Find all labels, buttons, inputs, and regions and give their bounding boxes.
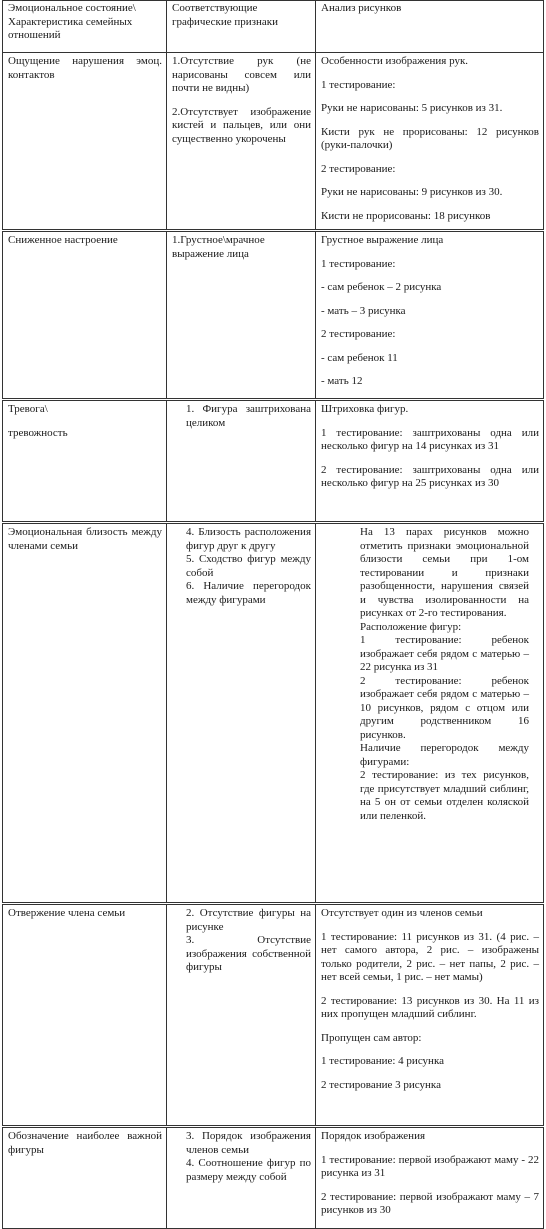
sign-item: 2. Отсутствие фигуры на рисунке [186, 907, 311, 933]
analysis-line: На 13 парах рисунков можно отметить признаки эмоциональной близости семьи при 1-ом тестировании и признаки разобщенности, нарушения связей и чувства изолированности на рисунках от 2-го тестирования. [360, 526, 529, 619]
analysis-line: Грустное выражение лица [321, 234, 444, 246]
state-cell: Отвержение члена семьи [3, 904, 167, 1127]
sign-item: 3. Отсутствие изображения собственной фигуры [186, 934, 311, 973]
analysis-cell [316, 904, 544, 1127]
analysis-line: - сам ребенок 11 [321, 351, 398, 364]
analysis-line: Расположение фигур: [360, 620, 462, 633]
signs-cell [167, 523, 316, 904]
state-line: тревожность [8, 426, 68, 439]
signs-cell [167, 1127, 316, 1229]
header-analysis: Анализ рисунков [316, 1, 544, 53]
analysis-cell [316, 231, 544, 400]
analysis-line: 1 тестирование: 11 рисунков из 31. (4 рис. – нет самого автора, 2 рис. – изображены только родители, 2 рис. – нет папы, 2 рис. – нет всей семьи, 1 рис. – нет мамы) [321, 930, 539, 983]
analysis-line: 1 тестирование: ребенок изображает себя рядом с матерью – 22 рисунка из 31 [360, 634, 529, 673]
table-row [3, 231, 544, 400]
sign-item: 5. Сходство фигур между собой [186, 553, 311, 579]
header-row [3, 1, 544, 53]
analysis-line: 2 тестирование: 13 рисунков из 30. На 11 из них пропущен младший сиблинг. [321, 994, 539, 1020]
header-state: Эмоциональное состояние\ Характеристика семейных отношений [3, 1, 167, 53]
signs-cell [167, 53, 316, 231]
sign-item: 4. Близость расположения фигур друг к другу [186, 526, 311, 552]
table-row [3, 523, 544, 904]
signs-cell [167, 400, 316, 523]
analysis-line: Руки не нарисованы: 5 рисунков из 31. [321, 102, 503, 114]
state-cell: Сниженное настроение [3, 231, 167, 400]
sign-item: 3. Порядок изображения членов семьи [186, 1130, 311, 1156]
analysis-line: 1 тестирование: заштрихованы одна или несколько фигур на 14 рисунках из 31 [321, 426, 539, 452]
state-cell: Ощущение нарушения эмоц. контактов [3, 53, 167, 231]
analysis-cell [316, 523, 544, 904]
analysis-table [2, 0, 544, 1229]
table-row [3, 904, 544, 1127]
analysis-line: 2 тестирование: первой изображают маму – 7 рисунков из 30 [321, 1190, 539, 1216]
sign-item: 1.Отсутствие рук (не нарисованы совсем или почти не видны) [172, 55, 311, 94]
analysis-line: 2 тестирование: [321, 162, 396, 175]
analysis-line: 1 тестирование: 4 рисунка [321, 1055, 445, 1067]
signs-cell [167, 904, 316, 1127]
analysis-line: 1 тестирование: [321, 78, 396, 91]
analysis-line: Кисти не прорисованы: 18 рисунков [321, 209, 491, 222]
analysis-line: Штриховка фигур. [321, 403, 409, 415]
analysis-line: Руки не нарисованы: 9 рисунков из 30. [321, 186, 503, 198]
state-line: Тревога\ [8, 403, 48, 415]
sign-item: 1. Фигура заштрихована целиком [186, 403, 311, 429]
header-signs: Соответствующие графические признаки [167, 1, 316, 53]
analysis-line: 2 тестирование: ребенок изображает себя рядом с матерью – 10 рисунков, рядом с отцом или другим родственником 16 рисунков. [360, 674, 529, 741]
table-row [3, 1127, 544, 1229]
state-cell: Обозначение наиболее важной фигуры [3, 1127, 167, 1229]
sign-item: 6. Наличие перегородок между фигурами [186, 580, 311, 606]
analysis-line: - сам ребенок – 2 рисунка [321, 281, 442, 293]
analysis-line: Порядок изображения [321, 1130, 426, 1142]
sign-item: 1.Грустное\мрачное выражение лица [172, 234, 265, 260]
analysis-line: Пропущен сам автор: [321, 1031, 422, 1044]
signs-cell [167, 231, 316, 400]
state-cell: Эмоциональная близость между членами семьи [3, 523, 167, 904]
analysis-line: 2 тестирование 3 рисунка [321, 1078, 441, 1091]
analysis-line: 2 тестирование: из тех рисунков, где присутствует младший сиблинг, на 5 он от семьи отделен коляской или пеленкой. [360, 769, 529, 822]
table-row [3, 400, 544, 523]
analysis-line: Особенности изображения рук. [321, 55, 469, 67]
analysis-line: - мать 12 [321, 375, 363, 387]
analysis-line: Отсутствует один из членов семьи [321, 907, 483, 919]
analysis-line: 1 тестирование: [321, 257, 396, 270]
table-row [3, 53, 544, 231]
sign-item: 2.Отсутствует изображение кистей и пальцев, или они существенно укорочены [172, 105, 311, 145]
sign-item: 4. Соотношение фигур по размеру между собой [186, 1157, 311, 1183]
analysis-line: 2 тестирование: заштрихованы одна или несколько фигур на 25 рисунках из 30 [321, 463, 539, 489]
analysis-cell [316, 400, 544, 523]
analysis-line: 1 тестирование: первой изображают маму - 22 рисунка из 31 [321, 1153, 539, 1179]
analysis-line: - мать – 3 рисунка [321, 304, 406, 317]
analysis-cell [316, 53, 544, 231]
analysis-line: 2 тестирование: [321, 328, 396, 340]
analysis-line: Кисти рук не прорисованы: 12 рисунков (руки-палочки) [321, 125, 539, 151]
analysis-cell [316, 1127, 544, 1229]
state-cell [3, 400, 167, 523]
analysis-line: Наличие перегородок между фигурами: [360, 742, 529, 768]
